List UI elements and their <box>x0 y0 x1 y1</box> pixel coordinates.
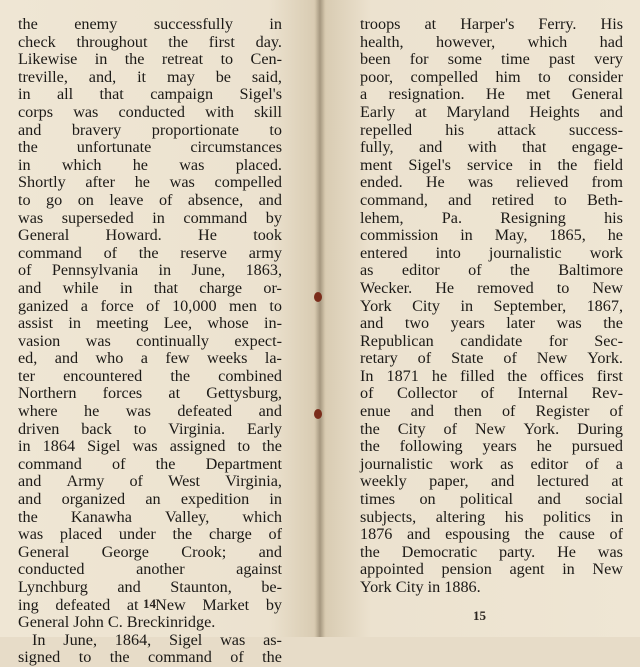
text-line: commission in May, 1865, he <box>360 226 623 245</box>
text-line: the Kanawha Valley, which <box>18 507 282 526</box>
text-line: Wecker. He removed to New <box>360 278 623 297</box>
text-line: ment Sigel's service in the field <box>360 155 623 174</box>
text-line: a resignation. He met General <box>360 85 623 104</box>
text-line: the unfortunate circumstances <box>18 138 282 157</box>
text-line: and Army of West Virginia, <box>18 472 282 491</box>
text-line: and two years later was the <box>360 314 623 333</box>
text-line: ended. He was relieved from <box>360 173 623 192</box>
binding-stitch <box>314 292 322 302</box>
text-line: repelled his attack success- <box>360 120 623 139</box>
text-line: York City in 1886. <box>360 578 481 596</box>
text-line: of Collector of Internal Rev- <box>360 384 623 403</box>
text-line: Shortly after he was compelled <box>18 173 282 192</box>
text-line: the Democratic party. He was <box>360 542 623 561</box>
text-line: of Pennsylvania in June, 1863, <box>18 261 282 280</box>
text-line: General Howard. He took <box>18 226 282 245</box>
text-line: as editor of the Baltimore <box>360 261 623 280</box>
text-line: Northern forces at Gettysburg, <box>18 384 282 403</box>
text-line: and bravery proportionate to <box>18 120 282 139</box>
text-line: 1876 and espousing the cause of <box>360 525 623 544</box>
text-line: In June, 1864, Sigel was as- <box>32 630 282 649</box>
text-line: treville, and, it may be said, <box>18 67 282 86</box>
text-line: weekly paper, and lectured at <box>360 472 623 491</box>
text-line: retary of State of New York. <box>360 349 623 368</box>
text-line: ing defeated at New Market by <box>18 595 282 614</box>
text-line: the following years he pursued <box>360 437 623 456</box>
text-line: Likewise in the retreat to Cen- <box>18 50 282 69</box>
text-line: General George Crook; and <box>18 542 282 561</box>
text-line: conducted another against <box>18 560 282 579</box>
text-line: the City of New York. During <box>360 419 623 438</box>
left-page-number: 14 <box>143 596 156 611</box>
text-line: ganized a force of 10,000 men to <box>18 296 282 315</box>
text-line: Lynchburg and Staunton, be- <box>18 578 282 596</box>
text-line: Republican candidate for Sec- <box>360 331 623 350</box>
text-line: journalistic work as editor of a <box>360 454 623 473</box>
text-line: was superseded in command by <box>18 208 282 227</box>
text-line: times on political and social <box>360 490 623 509</box>
text-line: entered into journalistic work <box>360 243 623 262</box>
text-line: poor, compelled him to consider <box>360 67 623 86</box>
text-line: driven back to Virginia. Early <box>18 419 282 438</box>
text-line: appointed pension agent in New <box>360 560 623 579</box>
binding-stitch <box>314 409 322 419</box>
text-line: ter encountered the combined <box>18 366 282 385</box>
text-line: vasion was continually expect- <box>18 331 282 350</box>
text-line: was placed under the charge of <box>18 525 282 544</box>
right-page-number: 15 <box>473 608 486 623</box>
right-page-text <box>360 16 623 597</box>
text-line: York City in September, 1867, <box>360 296 623 315</box>
text-line: enue and then of Register of <box>360 402 623 421</box>
text-line: in 1864 Sigel was assigned to the <box>18 437 282 456</box>
text-line: assist in meeting Lee, whose in- <box>18 314 282 333</box>
text-line: to go on leave of absence, and <box>18 190 282 209</box>
left-page-text <box>18 16 282 667</box>
text-line: Early at Maryland Heights and <box>360 102 623 121</box>
text-line: signed to the command of the <box>18 648 282 667</box>
text-line: In 1871 he filled the offices first <box>360 366 623 385</box>
text-line: health, however, which had <box>360 32 623 51</box>
text-line: and organized an expedition in <box>18 490 282 509</box>
text-line: fully, and with that engage- <box>360 138 623 157</box>
text-line: command of the Department <box>18 454 282 473</box>
text-line: where he was defeated and <box>18 402 282 421</box>
text-line: been for some time past very <box>360 50 623 69</box>
right-page <box>322 0 640 637</box>
text-line: check throughout the first day. <box>18 32 282 51</box>
text-line: ed, and who a few weeks la- <box>18 349 282 368</box>
text-line: in all that campaign Sigel's <box>18 85 282 104</box>
text-line: the enemy successfully in <box>18 15 282 33</box>
text-line: subjects, altering his politics in <box>360 507 623 526</box>
text-line: and while in that charge or- <box>18 278 282 297</box>
text-line: corps was conducted with skill <box>18 102 282 121</box>
text-line: in which he was placed. <box>18 155 282 174</box>
text-line: command of the reserve army <box>18 243 282 262</box>
text-line: General John C. Breckinridge. <box>18 613 216 632</box>
text-line: command, and retired to Beth- <box>360 190 623 209</box>
text-line: troops at Harper's Ferry. His <box>360 15 623 33</box>
text-line: lehem, Pa. Resigning his <box>360 208 623 227</box>
left-page <box>0 0 318 667</box>
